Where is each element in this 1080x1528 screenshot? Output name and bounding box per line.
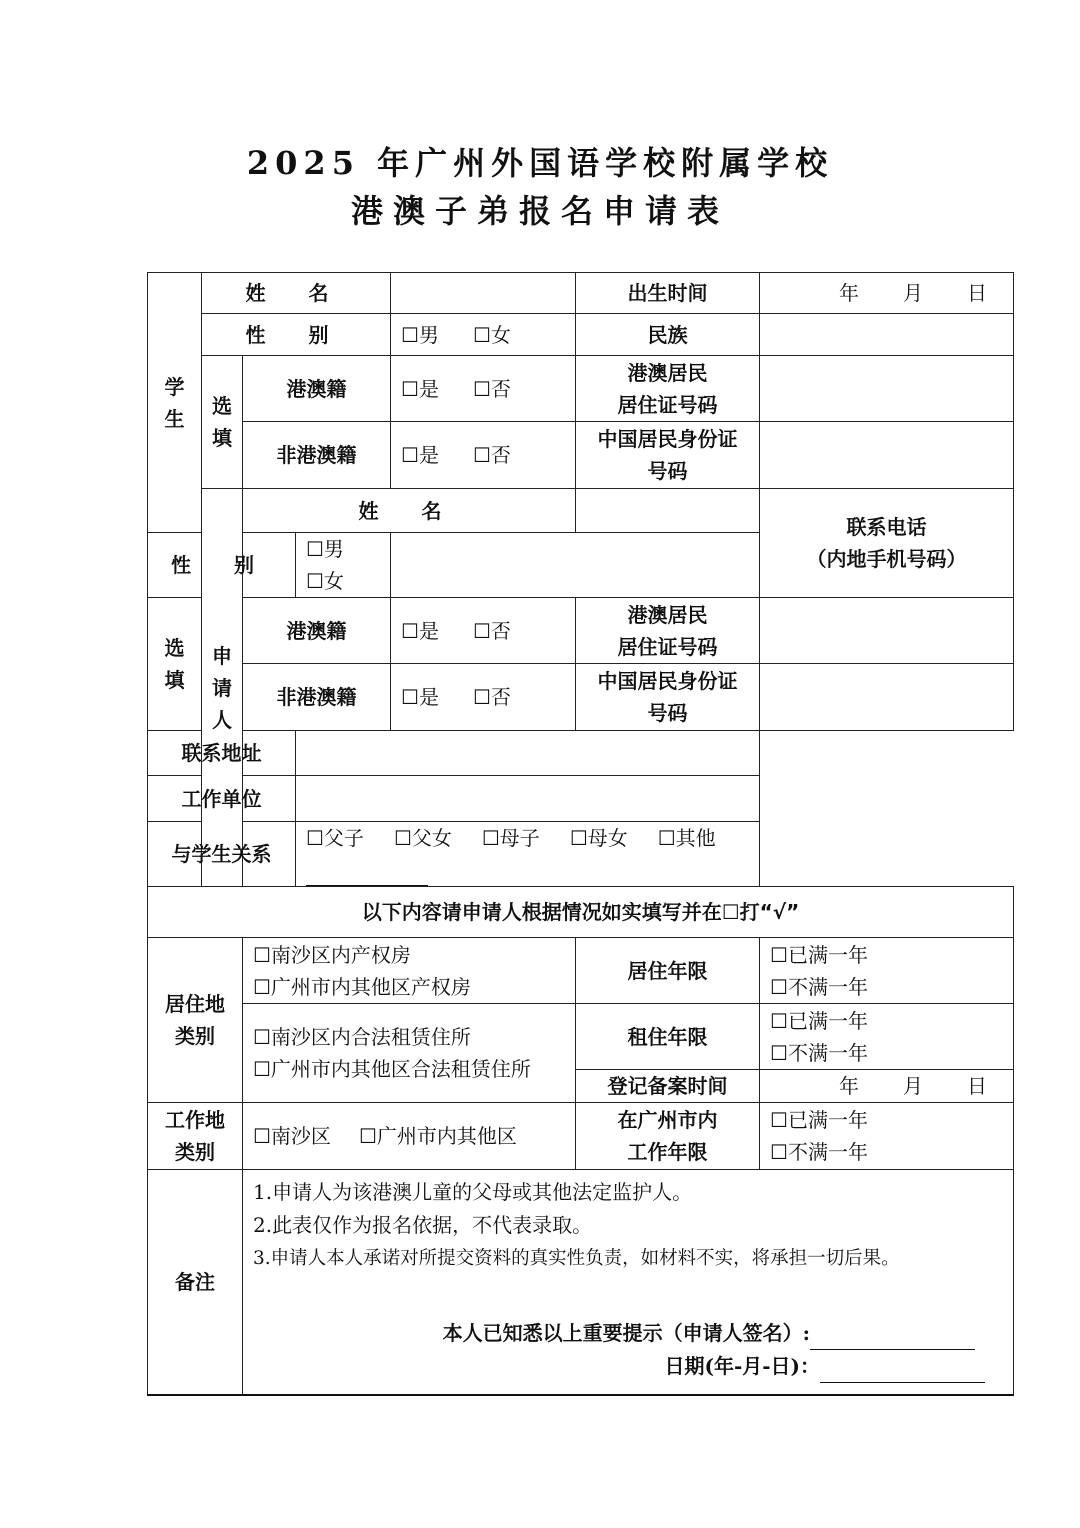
residence-under-one-year-checkbox[interactable]: ☐不满一年 [770, 974, 868, 999]
student-cn-id-label: 中国居民身份证 号码 [576, 422, 760, 489]
residence-nansha-rented-checkbox[interactable]: ☐南沙区内合法租赁住所 [253, 1025, 471, 1049]
student-cn-id-field[interactable] [760, 422, 1014, 489]
applicant-hkmo-yes-checkbox[interactable]: ☐是 [401, 618, 439, 643]
work-type-label: 工作地 类别 [148, 1103, 243, 1170]
work-nansha-checkbox[interactable]: ☐南沙区 [253, 1124, 331, 1148]
student-non-hkmo-options[interactable] [391, 422, 576, 489]
applicant-address-label: 联系地址 [148, 731, 296, 776]
applicant-relation-label: 与学生关系 [148, 822, 296, 887]
residence-years-label: 居住年限 [576, 938, 760, 1004]
relation-other-checkbox[interactable]: ☐其他 [657, 826, 716, 850]
relation-mother-daughter-checkbox[interactable]: ☐母女 [569, 826, 628, 850]
applicant-cn-id-field[interactable] [760, 664, 1014, 731]
applicant-phone-label: 联系电话 （内地手机号码） [760, 489, 1014, 598]
applicant-employer-label: 工作单位 [148, 776, 296, 822]
applicant-hkmo-no-checkbox[interactable]: ☐否 [472, 618, 511, 643]
rent-under-one-year-checkbox[interactable]: ☐不满一年 [770, 1040, 868, 1065]
residence-over-one-year-checkbox[interactable]: ☐已满一年 [770, 942, 868, 967]
applicant-non-hkmo-no-checkbox[interactable]: ☐否 [472, 685, 511, 709]
rent-years-options[interactable] [760, 1004, 1014, 1070]
applicant-gender-female-checkbox[interactable]: ☐女 [306, 569, 344, 593]
signature-line [253, 1317, 1013, 1350]
student-gender-options[interactable] [391, 314, 576, 356]
applicant-hkmo-label: 港澳籍 [243, 598, 391, 664]
applicant-gender-male-checkbox[interactable]: ☐男 [306, 537, 344, 561]
student-non-hkmo-label: 非港澳籍 [243, 422, 391, 489]
residence-gz-other-owned-checkbox[interactable]: ☐广州市内其他区产权房 [253, 974, 471, 999]
work-years-label: 在广州市内 工作年限 [576, 1103, 760, 1170]
student-non-hkmo-no-checkbox[interactable]: ☐否 [472, 443, 511, 467]
rent-over-one-year-checkbox[interactable]: ☐已满一年 [770, 1008, 868, 1033]
student-group-label: 学生 [148, 273, 202, 533]
student-non-hkmo-yes-checkbox[interactable]: ☐是 [401, 443, 439, 467]
student-hkmo-label: 港澳籍 [243, 356, 391, 422]
work-under-one-year-checkbox[interactable]: ☐不满一年 [770, 1140, 868, 1164]
residence-owned-options[interactable] [243, 938, 576, 1004]
applicant-non-hkmo-options[interactable] [391, 664, 576, 731]
student-ethnicity-field[interactable] [760, 314, 1014, 356]
student-gender-male-checkbox[interactable]: ☐男 [401, 322, 439, 347]
residence-years-options[interactable] [760, 938, 1014, 1004]
work-location-options[interactable] [243, 1103, 576, 1170]
applicant-relation-options[interactable] [296, 822, 760, 887]
applicant-employer-field[interactable] [296, 776, 760, 822]
applicant-non-hkmo-yes-checkbox[interactable]: ☐是 [401, 685, 439, 709]
student-gender-female-checkbox[interactable]: ☐女 [472, 322, 511, 347]
note-item: 1.申请人为该港澳儿童的父母或其他法定监护人。 [253, 1180, 693, 1204]
applicant-cn-id-label: 中国居民身份证 号码 [576, 664, 760, 731]
student-name-field[interactable] [391, 273, 576, 314]
applicant-name-label: 姓 名 [243, 489, 576, 533]
application-form-table [147, 272, 1014, 1396]
relation-father-son-checkbox[interactable]: ☐父子 [306, 826, 364, 850]
work-years-options[interactable] [760, 1103, 1014, 1170]
student-optional-label: 选填 [202, 356, 243, 489]
signature-date-line [253, 1350, 1013, 1383]
signature-label: 本人已知悉以上重要提示（申请人签名）: [442, 1321, 811, 1345]
residence-type-label: 居住地 类别 [148, 938, 243, 1103]
work-over-one-year-checkbox[interactable]: ☐已满一年 [770, 1108, 868, 1132]
rent-years-label: 租住年限 [576, 1004, 760, 1070]
student-hkmo-id-label: 港澳居民 居住证号码 [576, 356, 760, 422]
registration-time-label: 登记备案时间 [576, 1070, 760, 1103]
student-name-label: 姓 名 [202, 273, 391, 314]
note-item: 2.此表仅作为报名依据，不代表录取。 [253, 1213, 593, 1237]
applicant-name-field[interactable] [576, 489, 760, 533]
work-gz-other-checkbox[interactable]: ☐广州市内其他区 [358, 1124, 517, 1148]
relation-father-daughter-checkbox[interactable]: ☐父女 [393, 826, 452, 850]
signature-date-field[interactable] [820, 1360, 985, 1383]
applicant-gender-options[interactable] [296, 533, 391, 598]
relation-mother-son-checkbox[interactable]: ☐母子 [481, 826, 540, 850]
applicant-hkmo-id-label: 港澳居民 居住证号码 [576, 598, 760, 664]
form-title-line1: 2025 年广州外国语学校附属学校 [246, 144, 834, 182]
note-item: 3.申请人本人承诺对所提交资料的真实性负责，如材料不实，将承担一切后果。 [253, 1248, 900, 1269]
applicant-hkmo-options[interactable] [391, 598, 576, 664]
residence-nansha-owned-checkbox[interactable]: ☐南沙区内产权房 [253, 942, 411, 967]
form-title-line2: 港澳子弟报名申请表 [350, 192, 729, 230]
instruction-banner: 以下内容请申请人根据情况如实填写并在☐打“√” [148, 887, 1014, 938]
applicant-hkmo-id-field[interactable] [760, 598, 1014, 664]
student-ethnicity-label: 民族 [576, 314, 760, 356]
relation-other-input[interactable] [306, 863, 428, 886]
signature-date-label: 日期(年-月-日)： [664, 1354, 821, 1378]
applicant-optional-label: 选填 [148, 598, 202, 731]
registration-time-field[interactable]: 年 月 日 [760, 1070, 1014, 1103]
student-hkmo-no-checkbox[interactable]: ☐否 [472, 376, 511, 401]
student-gender-label: 性 别 [202, 314, 391, 356]
student-hkmo-options[interactable] [391, 356, 576, 422]
student-birth-label: 出生时间 [576, 273, 760, 314]
student-hkmo-yes-checkbox[interactable]: ☐是 [401, 376, 439, 401]
applicant-non-hkmo-label: 非港澳籍 [243, 664, 391, 731]
notes-content [243, 1170, 1014, 1395]
student-hkmo-id-field[interactable] [760, 356, 1014, 422]
student-birth-field[interactable]: 年 月 日 [760, 273, 1014, 314]
applicant-group-label: 申请人 [202, 489, 243, 887]
residence-rented-options[interactable] [243, 1004, 576, 1103]
notes-label: 备注 [148, 1170, 243, 1395]
applicant-address-field[interactable] [296, 731, 760, 776]
signature-field[interactable] [810, 1327, 975, 1350]
applicant-gender-label: 性 别 [148, 533, 296, 598]
residence-gz-other-rented-checkbox[interactable]: ☐广州市内其他区合法租赁住所 [253, 1057, 531, 1081]
